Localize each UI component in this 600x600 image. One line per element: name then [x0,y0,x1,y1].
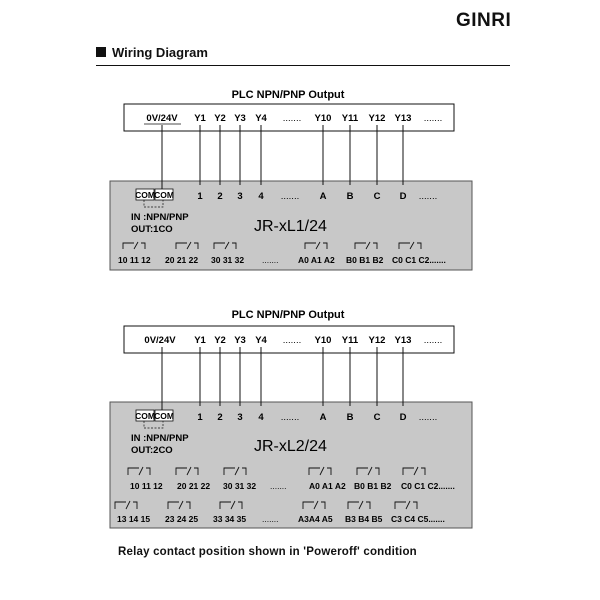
module-input-label: B [346,191,354,202]
module-input-label: 1 [197,412,203,423]
relay-terminal-group: C3 C4 C5....... [391,514,445,524]
module-input-label: COM [154,190,174,200]
model-name: JR-xL2/24 [254,438,327,455]
relay-terminal-group: 23 24 25 [165,514,199,524]
module-input-label: 1 [197,191,203,202]
relay-terminal-group: A3A4 A5 [298,514,333,524]
footnote: Relay contact position shown in 'Poweroff' condition [118,546,417,558]
plc-terminal: Y10 [314,113,332,124]
signal-wires [162,125,403,189]
plc-terminal-ellipsis: ....... [423,335,443,346]
spec-output: OUT:2CO [131,445,173,456]
relay-terminal-group: C0 C1 C2....... [392,255,446,265]
relay-terminal-group: 10 11 12 [130,481,163,491]
plc-terminal: Y4 [255,335,267,346]
spec-input: IN :NPN/PNP [131,433,189,444]
plc-terminal: Y12 [368,335,386,346]
module-input-label: C [373,412,381,423]
module-input-label: COM [135,411,155,421]
plc-terminal: 0V/24V [144,335,176,346]
module-input-label: 2 [217,191,223,202]
plc-terminal: Y3 [234,335,246,346]
relay-terminal-group: 13 14 15 [117,514,151,524]
relay-terminal-group: 33 34 35 [213,514,247,524]
plc-title: PLC NPN/PNP Output [231,309,345,321]
module-input-label: D [399,191,407,202]
plc-terminal: 0V/24V [146,113,178,124]
wiring-diagram-2 [110,309,472,528]
plc-terminal: Y11 [341,113,359,124]
plc-terminal: Y10 [314,335,332,346]
relay-terminal-group: 10 11 12 [118,255,151,265]
section-title: Wiring Diagram [112,45,208,60]
plc-terminal: Y11 [341,335,359,346]
plc-terminal: Y3 [234,113,246,124]
plc-title: PLC NPN/PNP Output [231,89,345,101]
relay-terminal-group: 30 31 32 [211,255,245,265]
relay-terminal-ellipsis: ....... [270,481,287,491]
relay-terminal-group: A0 A1 A2 [309,481,346,491]
wiring-diagram-1 [110,89,472,270]
signal-wires [162,347,403,410]
module-input-label: B [346,412,354,423]
relay-terminal-group: B3 B4 B5 [345,514,383,524]
model-name: JR-xL1/24 [254,218,327,235]
module-input-label: A [319,412,327,423]
module-input-label: COM [154,411,174,421]
module-input-label: 4 [258,191,264,202]
module-input-ellipsis: ....... [418,191,438,202]
module-input-ellipsis: ....... [280,191,300,202]
spec-input: IN :NPN/PNP [131,212,189,223]
module-input-label: 4 [258,412,264,423]
plc-terminal-ellipsis: ....... [282,335,302,346]
relay-terminal-group: 20 21 22 [177,481,211,491]
plc-terminal: Y4 [255,113,267,124]
module-input-label: 3 [237,412,243,423]
module-input-ellipsis: ....... [280,412,300,423]
plc-terminal: Y13 [394,335,412,346]
relay-terminal-group: B0 B1 B2 [346,255,384,265]
module-input-label: A [319,191,327,202]
plc-terminal: Y12 [368,113,386,124]
relay-terminal-group: 30 31 32 [223,481,257,491]
relay-terminal-group: A0 A1 A2 [298,255,335,265]
plc-terminal: Y1 [194,113,206,124]
module-input-label: 3 [237,191,243,202]
plc-terminal: Y1 [194,335,206,346]
plc-terminal: Y2 [214,113,226,124]
plc-terminal: Y13 [394,113,412,124]
module-input-label: COM [135,190,155,200]
module-input-label: 2 [217,412,223,423]
brand-logo: GINRI [456,10,512,31]
plc-terminal-ellipsis: ....... [282,113,302,124]
plc-terminal: Y2 [214,335,226,346]
relay-terminal-group: B0 B1 B2 [354,481,392,491]
relay-terminal-group: 20 21 22 [165,255,199,265]
relay-terminal-ellipsis: ....... [262,255,279,265]
module-input-ellipsis: ....... [418,412,438,423]
relay-terminal-group: C0 C1 C2....... [401,481,455,491]
module-input-label: C [373,191,381,202]
module-input-label: D [399,412,407,423]
relay-terminal-ellipsis: ....... [262,514,279,524]
spec-output: OUT:1CO [131,224,173,235]
plc-terminal-ellipsis: ....... [423,113,443,124]
